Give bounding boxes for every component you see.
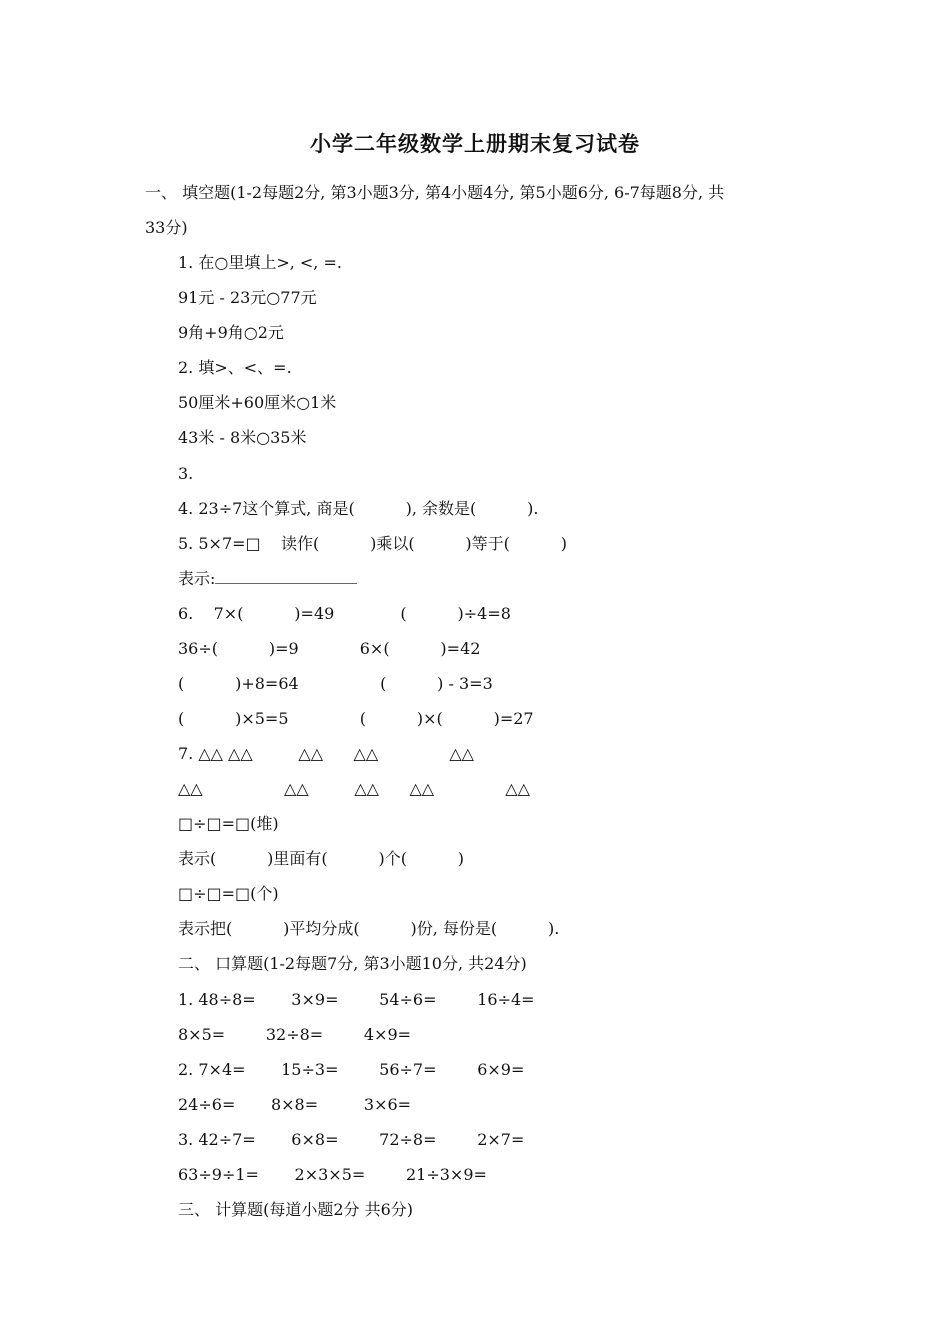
question-line <box>178 884 279 904</box>
line-text: 63÷9÷1= 2×3×5= 21÷3×9= <box>178 1165 487 1184</box>
line-text: 表示把( )平均分成( )份, 每份是( ). <box>178 919 560 938</box>
question-line <box>178 1095 411 1115</box>
question-line <box>178 358 292 378</box>
line-text: △△ △△ △△ △△ △△ <box>178 779 530 798</box>
line-text: □÷□=□(堆) <box>178 814 279 833</box>
question-line <box>178 534 567 554</box>
page-title: 小学二年级数学上册期末复习试卷 <box>310 132 640 156</box>
line-text: 3. <box>178 464 194 483</box>
question-line <box>178 428 306 448</box>
line-text: 7. △△ △△ △△ △△ △△ <box>178 744 474 763</box>
line-text: 33分) <box>145 218 188 237</box>
line-text: 5. 5×7=□ 读作( )乘以( )等于( ) <box>178 534 568 553</box>
line-text: 表示( )里面有( )个( ) <box>178 849 465 868</box>
line-text: 1. 在○里填上>, <, =. <box>178 253 342 272</box>
question-line <box>178 323 284 343</box>
line-text: ( )+8=64 ( ) - 3=3 <box>178 674 493 693</box>
question-line <box>178 990 535 1010</box>
line-text: 一、 填空题(1-2每题2分, 第3小题3分, 第4小题4分, 第5小题6分, 6-7每题8分, 共 <box>145 183 725 202</box>
question-line <box>178 639 480 659</box>
question-line <box>178 709 534 729</box>
question-line <box>178 253 342 273</box>
line-text: 43米 - 8米○35米 <box>178 428 307 447</box>
line-text: 2. 7×4= 15÷3= 56÷7= 6×9= <box>178 1060 525 1079</box>
question-line <box>178 604 511 624</box>
question-line <box>178 954 527 974</box>
line-text: 4. 23÷7这个算式, 商是( ), 余数是( ). <box>178 499 539 518</box>
section-heading <box>145 183 724 203</box>
section-heading <box>145 218 188 238</box>
question-line <box>178 744 474 764</box>
question-line <box>178 779 530 799</box>
answer-blank-line[interactable] <box>215 569 357 584</box>
line-text: 24÷6= 8×8= 3×6= <box>178 1095 412 1114</box>
line-text: 36÷( )=9 6×( )=42 <box>178 639 481 658</box>
question-line <box>178 288 317 308</box>
line-text: 6. 7×( )=49 ( )÷4=8 <box>178 604 511 623</box>
question-line <box>178 849 464 869</box>
question-line <box>178 1200 413 1220</box>
question-line <box>178 1165 487 1185</box>
question-line <box>178 814 279 834</box>
line-text: 表示: <box>178 569 216 588</box>
question-line <box>178 569 357 589</box>
question-line <box>178 919 559 939</box>
line-text: 1. 48÷8= 3×9= 54÷6= 16÷4= <box>178 990 535 1009</box>
line-text: 8×5= 32÷8= 4×9= <box>178 1025 412 1044</box>
line-text: 2. 填>、<、=. <box>178 358 292 377</box>
line-text: 3. 42÷7= 6×8= 72÷8= 2×7= <box>178 1130 525 1149</box>
line-text: 三、 计算题(每道小题2分 共6分) <box>178 1200 414 1219</box>
question-line <box>178 1025 411 1045</box>
line-text: 二、 口算题(1-2每题7分, 第3小题10分, 共24分) <box>178 954 527 973</box>
line-text: ( )×5=5 ( )×( )=27 <box>178 709 534 728</box>
question-line <box>178 674 493 694</box>
question-line <box>178 499 538 519</box>
line-text: 9角+9角○2元 <box>178 323 284 342</box>
question-line <box>178 1060 524 1080</box>
line-text: 50厘米+60厘米○1米 <box>178 393 337 412</box>
line-text: □÷□=□(个) <box>178 884 279 903</box>
line-text: 91元 - 23元○77元 <box>178 288 317 307</box>
question-line <box>178 1130 524 1150</box>
question-line <box>178 464 193 484</box>
question-line <box>178 393 336 413</box>
